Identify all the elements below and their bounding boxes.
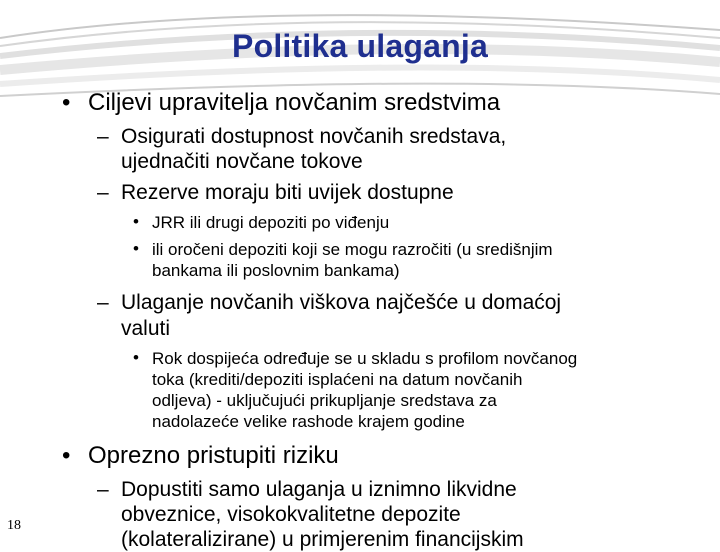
bullet-dot-icon: • [62,89,71,116]
sub-sub-bullet-text-cont: toka (krediti/depoziti isplaćeni na datum novčanih [152,370,523,389]
bullet-dot-icon: • [133,348,139,367]
sub-sub-bullet-text-cont: nadolazeće velike rashode krajem godine [152,412,465,431]
bullet-text: Ciljevi upravitelja novčanim sredstvima [88,89,501,116]
sub-bullet-text-cont: (kolateralizirane) u primjerenim financijskim [121,528,524,551]
dash-icon: – [97,125,109,148]
bullet-dot-icon: • [62,442,71,469]
sub-sub-bullet-text: Rok dospijeća određuje se u skladu s profilom novčanog [152,349,578,368]
dash-icon: – [97,181,109,204]
sub-bullet-text: Rezerve moraju biti uvijek dostupne [121,181,454,204]
dash-icon: – [97,478,109,501]
sub-bullet-text-cont: valuti [121,317,171,340]
sub-bullet-text-cont: obveznice, visokokvalitetne depozite [121,503,461,526]
sub-bullet-text: Osigurati dostupnost novčanih sredstava, [121,125,507,148]
bullet-text: Oprezno pristupiti riziku [88,442,339,469]
page-number: 18 [7,518,21,533]
sub-sub-bullet-text: ili oročeni depoziti koji se mogu razročiti (u središnjim [152,240,553,259]
dash-icon: – [97,291,109,314]
bullet-dot-icon: • [133,212,139,231]
sub-bullet-text: Dopustiti samo ulaganja u iznimno likvidne [121,478,517,501]
sub-bullet-text-cont: ujednačiti novčane tokove [121,150,363,173]
slide-title: Politika ulaganja [232,28,488,64]
bullet-dot-icon: • [133,239,139,258]
sub-sub-bullet-text: JRR ili drugi depoziti po viđenju [152,213,390,232]
sub-bullet-text: Ulaganje novčanih viškova najčešće u domaćoj [121,291,562,314]
sub-sub-bullet-text-cont: odljeva) - uključujući prikupljanje sredstava za [152,391,497,410]
sub-sub-bullet-text-cont: bankama ili poslovnim bankama) [152,261,400,280]
